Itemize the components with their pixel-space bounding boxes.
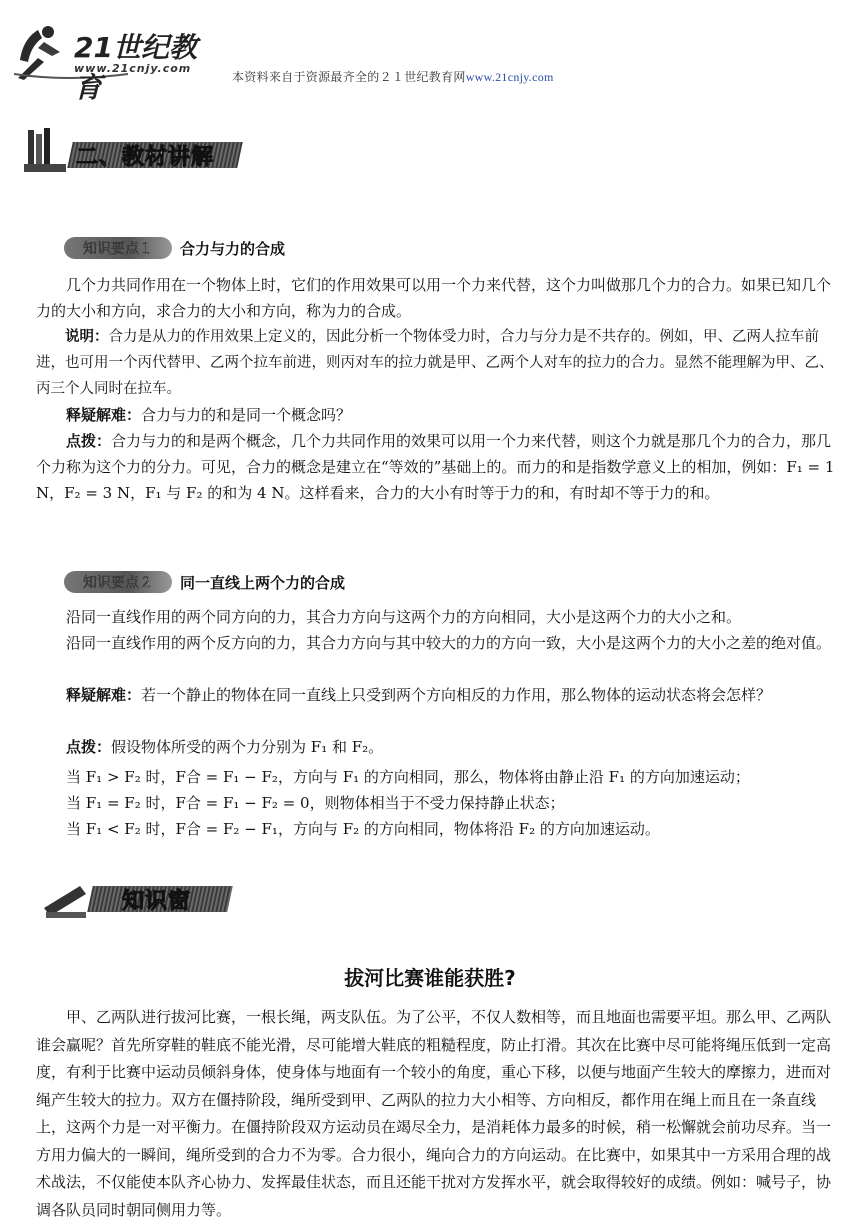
question-text: 合力与力的和是同一个概念吗？ [141,406,352,424]
answer-text: 假设物体所受的两个力分别为 F₁ 和 F₂。 [111,738,384,756]
article-body: 甲、乙两队进行拔河比赛，一根长绳，两支队伍。为了公平，不仅人数相等，而且地面也需要平坦。那么甲、乙两队谁会赢呢？首先所穿鞋的鞋底不能光滑，尽可能增大鞋底的粗糙程度，防止打滑。其次在比赛中尽可能将绳压低到一定高度，有利于比赛中运动员倾斜身体，使身体与地面有一个较小的角度，重心下移，以便与地面产生较大的摩擦力，进而对绳产生较大的拉力。双方在僵持阶段，绳所受到甲、乙两队的拉力大小相等、方向相反，都作用在绳上而且在一条直线上，这两个力是一对平衡力。在僵持阶段双方运动员在竭尽全力，是消耗体力最多的时候，稍一松懈就会前功尽弃。当一方用力偏大的一瞬间，绳所受到的合力不为零。合力很小，绳向合力的方向运动。在比赛中，如果其中一方采用合理的战术战法，不仅能使本队齐心协力、发挥最佳状态，而且还能干扰对方发挥水平，就会取得较好的成绩。例如：喊号子，协调各队员同时朝同侧用力等。 [36,1008,832,1219]
books-icon [24,126,70,178]
knowledge-point-1-header [64,236,285,260]
knowledge-point-2-header [64,570,345,594]
knowledge-point-badge: 知识要点２ [64,571,172,593]
knowledge-point-badge: 知识要点１ [64,237,172,259]
kp2-case-2: 当 F₁ = F₂ 时，F合 = F₁ − F₂ = 0，则物体相当于不受力保持静止状态； [66,794,565,812]
kp2-line2: 沿同一直线作用的两个反方向的力，其合力方向与其中较大的力的方向一致，大小是这两个力的大小之差的绝对值。 [66,634,832,652]
kp2-answer [36,734,836,760]
kp1-question [36,402,836,428]
answer-text: 合力与力的和是两个概念，几个力共同作用的效果可以用一个力来代替，则这个力就是那几个力的合力，那几个力称为这个力的分力。可见，合力的概念是建立在“等效的”基础上的。而力的和是指数学意义上的相加，例如：F₁ = 1 N，F₂ = 3 N，F₁ 与 F₂ 的和为 4 N。这样看来，合力的大小有时等于力的和，有时却不等于力的和。 [36,432,835,502]
logo-title: 21世纪教育 [74,31,197,104]
question-text: 若一个静止的物体在同一直线上只受到两个方向相反的力作用，那么物体的运动状态将会怎样？ [141,686,772,704]
telescope-icon [40,878,92,920]
kp1-explanation [36,324,836,402]
logo-url: www.21cnjy.com [74,62,192,75]
window-banner [40,876,230,920]
window-title: 知识窗 [122,889,192,914]
header-note [232,68,554,85]
knowledge-point-title: 合力与力的合成 [180,239,286,258]
kp2-case-3: 当 F₁ < F₂ 时，F合 = F₂ − F₁，方向与 F₂ 的方向相同，物体将沿 F₂ 的方向加速运动。 [66,820,660,838]
article-title: 拔河比赛谁能获胜? [344,966,516,990]
question-label: 释疑解难： [66,686,142,704]
header-note-link[interactable]: www.21cnjy.com [465,70,554,84]
section-banner [30,132,240,176]
answer-label: 点拨： [66,432,112,450]
answer-label: 点拨： [66,738,112,756]
site-logo [8,22,218,104]
kp1-answer [36,428,836,506]
explain-label: 说明： [65,328,109,345]
header-note-text: 本资料来自于资源最齐全的２１世纪教育网 [232,70,466,84]
knowledge-point-title: 同一直线上两个力的合成 [180,573,346,592]
explain-text: 合力是从力的作用效果上定义的，因此分析一个物体受力时，合力与分力是不共存的。例如，甲、乙两人拉车前进，也可用一个丙代替甲、乙两个拉车前进，则丙对车的拉力就是甲、乙两个人对车的拉力的合力。显然不能理解为甲、乙、丙三个人同时在拉车。 [36,329,834,397]
section-title: 二、教材讲解 [76,145,215,170]
kp1-paragraph: 几个力共同作用在一个物体上时，它们的作用效果可以用一个力来代替，这个力叫做那几个力的合力。如果已知几个力的大小和方向，求合力的大小和方向，称为力的合成。 [36,276,832,320]
question-label: 释疑解难： [66,406,142,424]
kp2-question [36,682,836,708]
kp2-case-1: 当 F₁ > F₂ 时，F合 = F₁ − F₂，方向与 F₁ 的方向相同，那么，物体将由静止沿 F₁ 的方向加速运动； [66,768,750,786]
kp2-line1: 沿同一直线作用的两个同方向的力，其合力方向与这两个力的方向相同，大小是这两个力的大小之和。 [66,608,742,626]
